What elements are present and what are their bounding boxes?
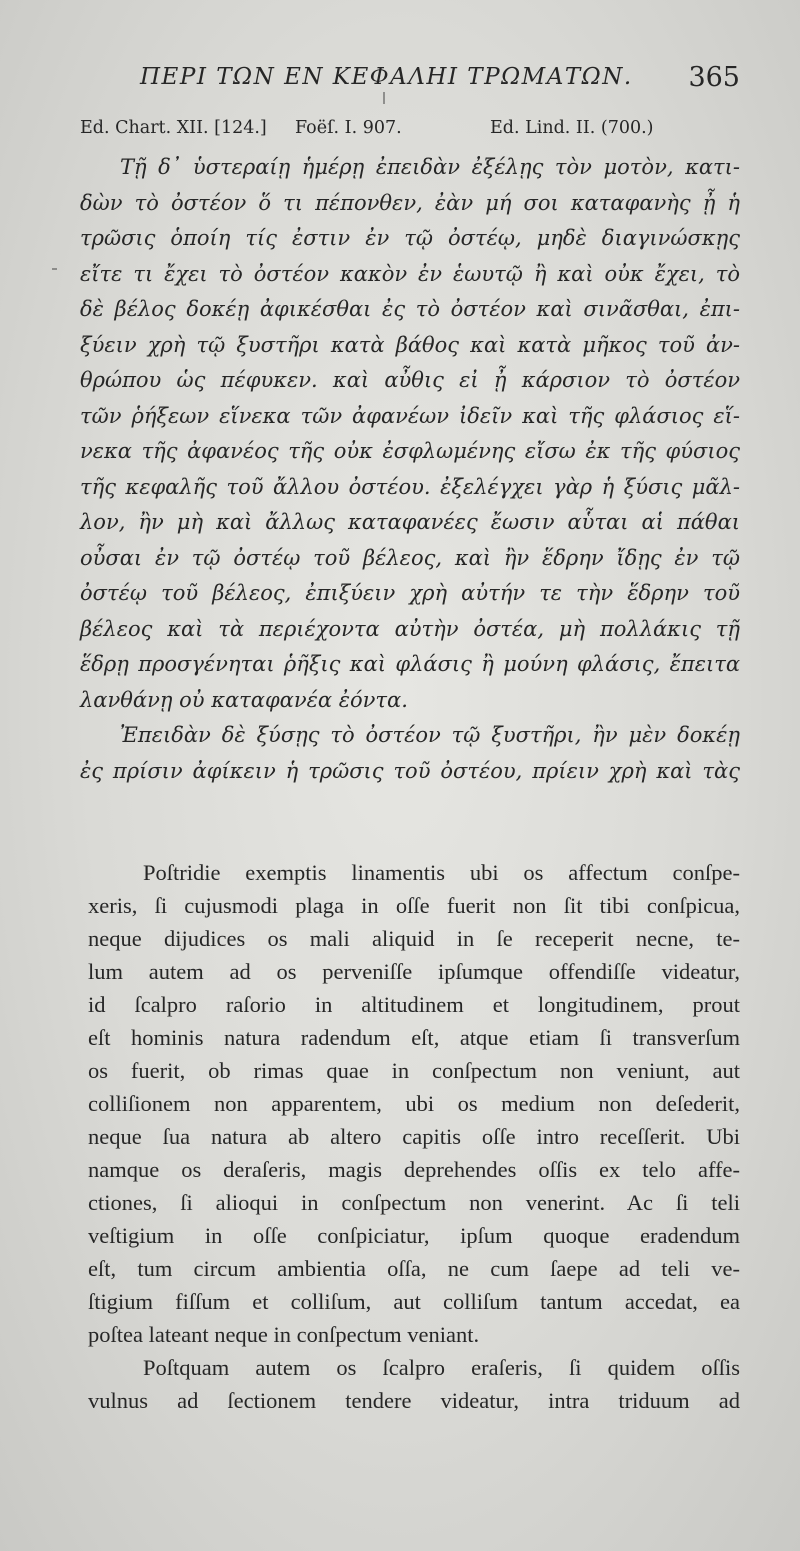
greek-line: τῆς κεφαλῆς τοῦ ἄλλου ὀστέου. ἐξελέγχει γὰρ ἡ ξύσις μᾶλ-: [80, 474, 740, 499]
latin-line: Poſtquam autem os ſcalpro eraſeris, ſi quidem oſſis: [143, 1355, 740, 1380]
greek-line: τῶν ῥήξεων εἵνεκα τῶν ἀφανέων ἰδεῖν καὶ τῆς φλάσιος εἵ-: [80, 403, 740, 428]
latin-line: xeris, ſi cujusmodi plaga in oſſe fuerit non ſit tibi conſpicua,: [88, 893, 740, 918]
edition-chartier: Ed. Chart. XII. [124.]: [80, 118, 267, 138]
greek-line: Τῇ δ᾽ ὑστεραίῃ ἡμέρῃ ἐπειδὰν ἐξέλῃς τὸν μοτὸν, κατι-: [120, 155, 740, 179]
latin-line: eſt hominis natura radendum eſt, atque etiam ſi transverſum: [88, 1025, 740, 1050]
scan-speck: [52, 268, 57, 270]
greek-line: θρώπου ὡς πέφυκεν. καὶ αὖθις εἰ ᾖ κάρσιον τὸ ὀστέον: [80, 368, 740, 392]
latin-line: os fuerit, ob rimas quae in conſpectum non veniunt, aut: [88, 1058, 740, 1083]
greek-line: ἐς πρίσιν ἀφίκειν ἡ τρῶσις τοῦ ὀστέου, πρίειν χρὴ καὶ τὰς: [80, 758, 740, 783]
edition-linden: Ed. Lind. II. (700.): [490, 118, 654, 138]
latin-line: ſtigium fiſſum et colliſum, aut colliſum tantum accedat, ea: [88, 1289, 740, 1314]
greek-line: δὼν τὸ ὀστέον ὅ τι πέπονθεν, ἐὰν μή σοι καταφανὴς ᾖ ἡ: [80, 190, 740, 215]
latin-line: colliſionem non apparentem, ubi os medium non deſederit,: [88, 1091, 740, 1116]
greek-line: δὲ βέλος δοκέῃ ἀφικέσθαι ἐς τὸ ὀστέον καὶ σινᾶσθαι, ἐπι-: [80, 297, 740, 321]
greek-line: νεκα τῆς ἀφανέος τῆς οὐκ ἐσφλωμένης εἴσω ἐκ τῆς φύσιος: [80, 439, 740, 463]
greek-line: Ἐπειδὰν δὲ ξύσῃς τὸ ὀστέον τῷ ξυστῆρι, ἢν μὲν δοκέῃ: [120, 723, 740, 747]
latin-line: eſt, tum circum ambientia oſſa, ne cum ſaepe ad teli ve-: [88, 1256, 740, 1281]
running-header: [140, 64, 740, 100]
latin-line: veſtigium in oſſe conſpiciatur, ipſum quoque eradendum: [88, 1223, 740, 1248]
greek-line: ξύειν χρὴ τῷ ξυστῆρι κατὰ βάθος καὶ κατὰ μῆκος τοῦ ἀν-: [80, 332, 740, 357]
greek-line: ὀστέῳ τοῦ βέλεος, ἐπιξύειν χρὴ αὐτήν τε τὴν ἕδρην τοῦ: [80, 581, 740, 605]
edition-foesius: Foëſ. I. 907.: [295, 118, 402, 138]
greek-line: εἴτε τι ἔχει τὸ ὀστέον κακὸν ἐν ἑωυτῷ ἢ καὶ οὐκ ἔχει, τὸ: [80, 261, 740, 286]
greek-line: λον, ἢν μὴ καὶ ἄλλως καταφανέες ἔωσιν αὗται αἱ πάθαι: [80, 510, 740, 534]
latin-line: Poſtridie exemptis linamentis ubi os affectum conſpe-: [143, 860, 740, 885]
latin-line: neque ſua natura ab altero capitis oſſe intro receſſerit. Ubi: [88, 1124, 740, 1149]
latin-line: namque os deraſeris, magis deprehendes oſſis ex telo affe-: [88, 1157, 740, 1182]
greek-line: βέλεος καὶ τὰ περιέχοντα αὐτὴν ὀστέα, μὴ πολλάκις τῇ: [80, 616, 740, 641]
greek-line: τρῶσις ὁποίη τίς ἐστιν ἐν τῷ ὀστέῳ, μηδὲ διαγινώσκῃς: [80, 226, 740, 250]
scan-speck: [383, 92, 385, 104]
greek-line: ἕδρῃ προσγένηται ῥῆξις καὶ φλάσις ἢ μούνη φλάσις, ἔπειτα: [80, 652, 740, 676]
latin-line: poſtea lateant neque in conſpectum veniant.: [88, 1322, 480, 1347]
latin-line: ctiones, ſi alioqui in conſpectum non venerint. Ac ſi teli: [88, 1190, 740, 1215]
greek-text-block: [80, 150, 740, 789]
latin-line: neque dijudices os mali aliquid in ſe receperit necne, te-: [88, 926, 740, 951]
latin-text-block: [88, 856, 740, 1417]
greek-line: οὖσαι ἐν τῷ ὀστέῳ τοῦ βέλεος, καὶ ἢν ἕδρην ἴδῃς ἐν τῷ: [80, 545, 740, 570]
page-number: 365: [688, 62, 740, 93]
running-title: ΠΕΡΙ ΤΩΝ ΕΝ ΚΕΦΑΛΗΙ ΤΡΩΜΑΤΩΝ.: [140, 64, 633, 90]
latin-line: lum autem ad os perveniſſe ipſumque offendiſſe videatur,: [88, 959, 740, 984]
latin-line: vulnus ad ſectionem tendere videatur, intra triduum ad: [88, 1388, 740, 1413]
latin-line: id ſcalpro raſorio in altitudinem et longitudinem, prout: [88, 992, 740, 1017]
greek-line: λανθάνῃ οὐ καταφανέα ἐόντα.: [80, 687, 408, 712]
